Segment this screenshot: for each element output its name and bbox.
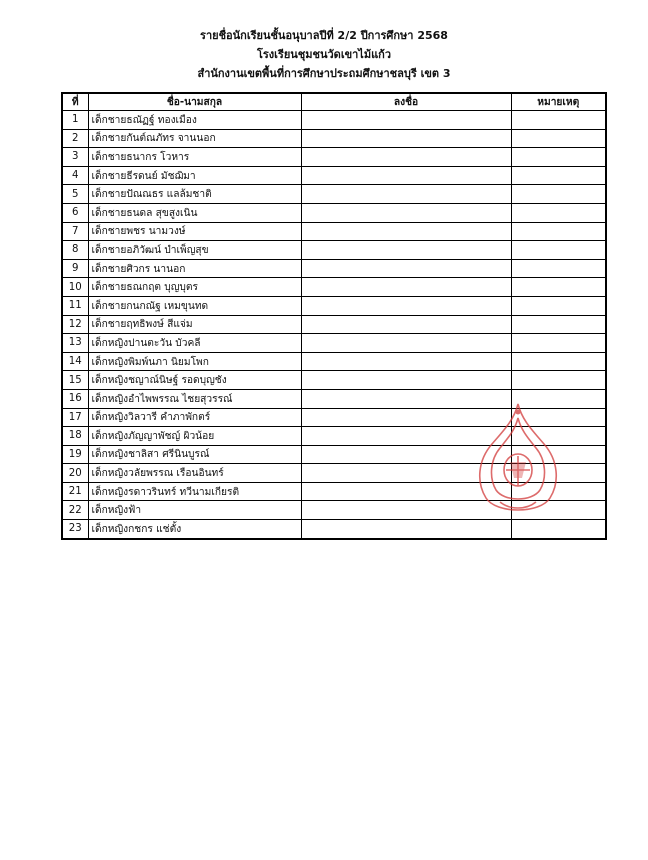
table-header-row [62,93,606,111]
signature-cell[interactable] [301,427,511,446]
column-header-name: ชื่อ-นามสกุล [88,93,301,111]
remark-cell[interactable] [511,111,606,130]
table-row [62,520,606,539]
signature-cell[interactable] [301,445,511,464]
row-number: 10 [62,278,88,297]
student-roster-table [61,92,607,540]
row-number: 6 [62,203,88,222]
table-row [62,352,606,371]
student-name: เด็กชายธณัฏฐ์ ทองเมือง [88,111,301,130]
remark-cell[interactable] [511,241,606,260]
row-number: 8 [62,241,88,260]
remark-cell[interactable] [511,427,606,446]
remark-cell[interactable] [511,352,606,371]
table-row [62,129,606,148]
remark-cell[interactable] [511,408,606,427]
row-number: 3 [62,148,88,167]
table-row [62,501,606,520]
student-name: เด็กหญิงกชกร แช่ตั้ง [88,520,301,539]
row-number: 2 [62,129,88,148]
signature-cell[interactable] [301,111,511,130]
signature-cell[interactable] [301,334,511,353]
signature-cell[interactable] [301,352,511,371]
remark-cell[interactable] [511,334,606,353]
row-number: 13 [62,334,88,353]
table-row [62,222,606,241]
remark-cell[interactable] [511,203,606,222]
table-row [62,408,606,427]
remark-cell[interactable] [511,315,606,334]
signature-cell[interactable] [301,259,511,278]
signature-cell[interactable] [301,129,511,148]
remark-cell[interactable] [511,148,606,167]
table-row [62,389,606,408]
signature-cell[interactable] [301,278,511,297]
student-name: เด็กชายปัณณธร แลล้มชาติ [88,185,301,204]
row-number: 18 [62,427,88,446]
row-number: 20 [62,464,88,483]
student-name: เด็กหญิงปานตะวัน บัวคลี [88,334,301,353]
row-number: 17 [62,408,88,427]
table-row [62,482,606,501]
remark-cell[interactable] [511,222,606,241]
column-header-signature: ลงชื่อ [301,93,511,111]
table-row [62,148,606,167]
row-number: 5 [62,185,88,204]
student-name: เด็กหญิงอำไพพรรณ ไชยสุวรรณ์ [88,389,301,408]
table-row [62,334,606,353]
student-name: เด็กชายฤทธิพงษ์ สีแจ่ม [88,315,301,334]
signature-cell[interactable] [301,389,511,408]
remark-cell[interactable] [511,464,606,483]
row-number: 11 [62,296,88,315]
remark-cell[interactable] [511,389,606,408]
signature-cell[interactable] [301,371,511,390]
roster-body [62,111,606,539]
remark-cell[interactable] [511,129,606,148]
table-row [62,166,606,185]
document-header [0,26,648,83]
row-number: 7 [62,222,88,241]
signature-cell[interactable] [301,408,511,427]
row-number: 14 [62,352,88,371]
student-name: เด็กหญิงภัญญาพัชญ์ ผิวน้อย [88,427,301,446]
row-number: 16 [62,389,88,408]
student-name: เด็กหญิงวลัยพรรณ เรือนอินทร์ [88,464,301,483]
row-number: 9 [62,259,88,278]
table-row [62,464,606,483]
student-name: เด็กชายอภิวัฒน์ บำเพ็ญสุข [88,241,301,260]
table-row [62,445,606,464]
signature-cell[interactable] [301,482,511,501]
remark-cell[interactable] [511,296,606,315]
student-name: เด็กหญิงฟ้า [88,501,301,520]
column-header-remark: หมายเหตุ [511,93,606,111]
student-name: เด็กชายธนดล สุขสูงเนิน [88,203,301,222]
row-number: 1 [62,111,88,130]
student-name: เด็กชายธณกฤต บุญบุตร [88,278,301,297]
remark-cell[interactable] [511,482,606,501]
row-number: 23 [62,520,88,539]
signature-cell[interactable] [301,148,511,167]
signature-cell[interactable] [301,501,511,520]
school-name: โรงเรียนชุมชนวัดเขาไม้แก้ว [256,48,391,61]
row-number: 19 [62,445,88,464]
table-row [62,371,606,390]
student-name: เด็กชายพชร นามวงษ์ [88,222,301,241]
signature-cell[interactable] [301,222,511,241]
remark-cell[interactable] [511,520,606,539]
table-row [62,185,606,204]
table-row [62,203,606,222]
row-number: 4 [62,166,88,185]
signature-cell[interactable] [301,520,511,539]
table-row [62,259,606,278]
table-row [62,427,606,446]
remark-cell[interactable] [511,185,606,204]
row-number: 22 [62,501,88,520]
signature-cell[interactable] [301,203,511,222]
signature-cell[interactable] [301,185,511,204]
remark-cell[interactable] [511,501,606,520]
student-name: เด็กหญิงชญาณ์นิษฐ์ รอดบุญชัง [88,371,301,390]
student-name: เด็กชายศิวกร นานอก [88,259,301,278]
signature-cell[interactable] [301,166,511,185]
education-office: สำนักงานเขตพื้นที่การศึกษาประถมศึกษาชลบุรี เขต 3 [197,67,451,80]
row-number: 15 [62,371,88,390]
table-row [62,111,606,130]
document-title: รายชื่อนักเรียนชั้นอนุบาลปีที่ 2/2 ปีการศึกษา 2568 [200,29,448,42]
column-header-no: ที่ [62,93,88,111]
row-number: 12 [62,315,88,334]
student-name: เด็กชายกันต์ณภัทร จานนอก [88,129,301,148]
table-row [62,278,606,297]
student-name: เด็กหญิงวิลวารี คำภาพักตร์ [88,408,301,427]
student-name: เด็กชายธนากร โวหาร [88,148,301,167]
row-number: 21 [62,482,88,501]
table-row [62,241,606,260]
remark-cell[interactable] [511,278,606,297]
signature-cell[interactable] [301,315,511,334]
student-name: เด็กชายกนกณัฐ เหมขุนทด [88,296,301,315]
student-name: เด็กหญิงชาลิสา ศรีนินบูรณ์ [88,445,301,464]
remark-cell[interactable] [511,445,606,464]
remark-cell[interactable] [511,166,606,185]
table-row [62,296,606,315]
student-name: เด็กชายธีรดนย์ มัชฌิมา [88,166,301,185]
signature-cell[interactable] [301,241,511,260]
remark-cell[interactable] [511,371,606,390]
student-name: เด็กหญิงรดาวรินทร์ ทวีนามเกียรติ [88,482,301,501]
signature-cell[interactable] [301,464,511,483]
student-name: เด็กหญิงพิมพ์นภา นิยมโพก [88,352,301,371]
remark-cell[interactable] [511,259,606,278]
table-row [62,315,606,334]
signature-cell[interactable] [301,296,511,315]
